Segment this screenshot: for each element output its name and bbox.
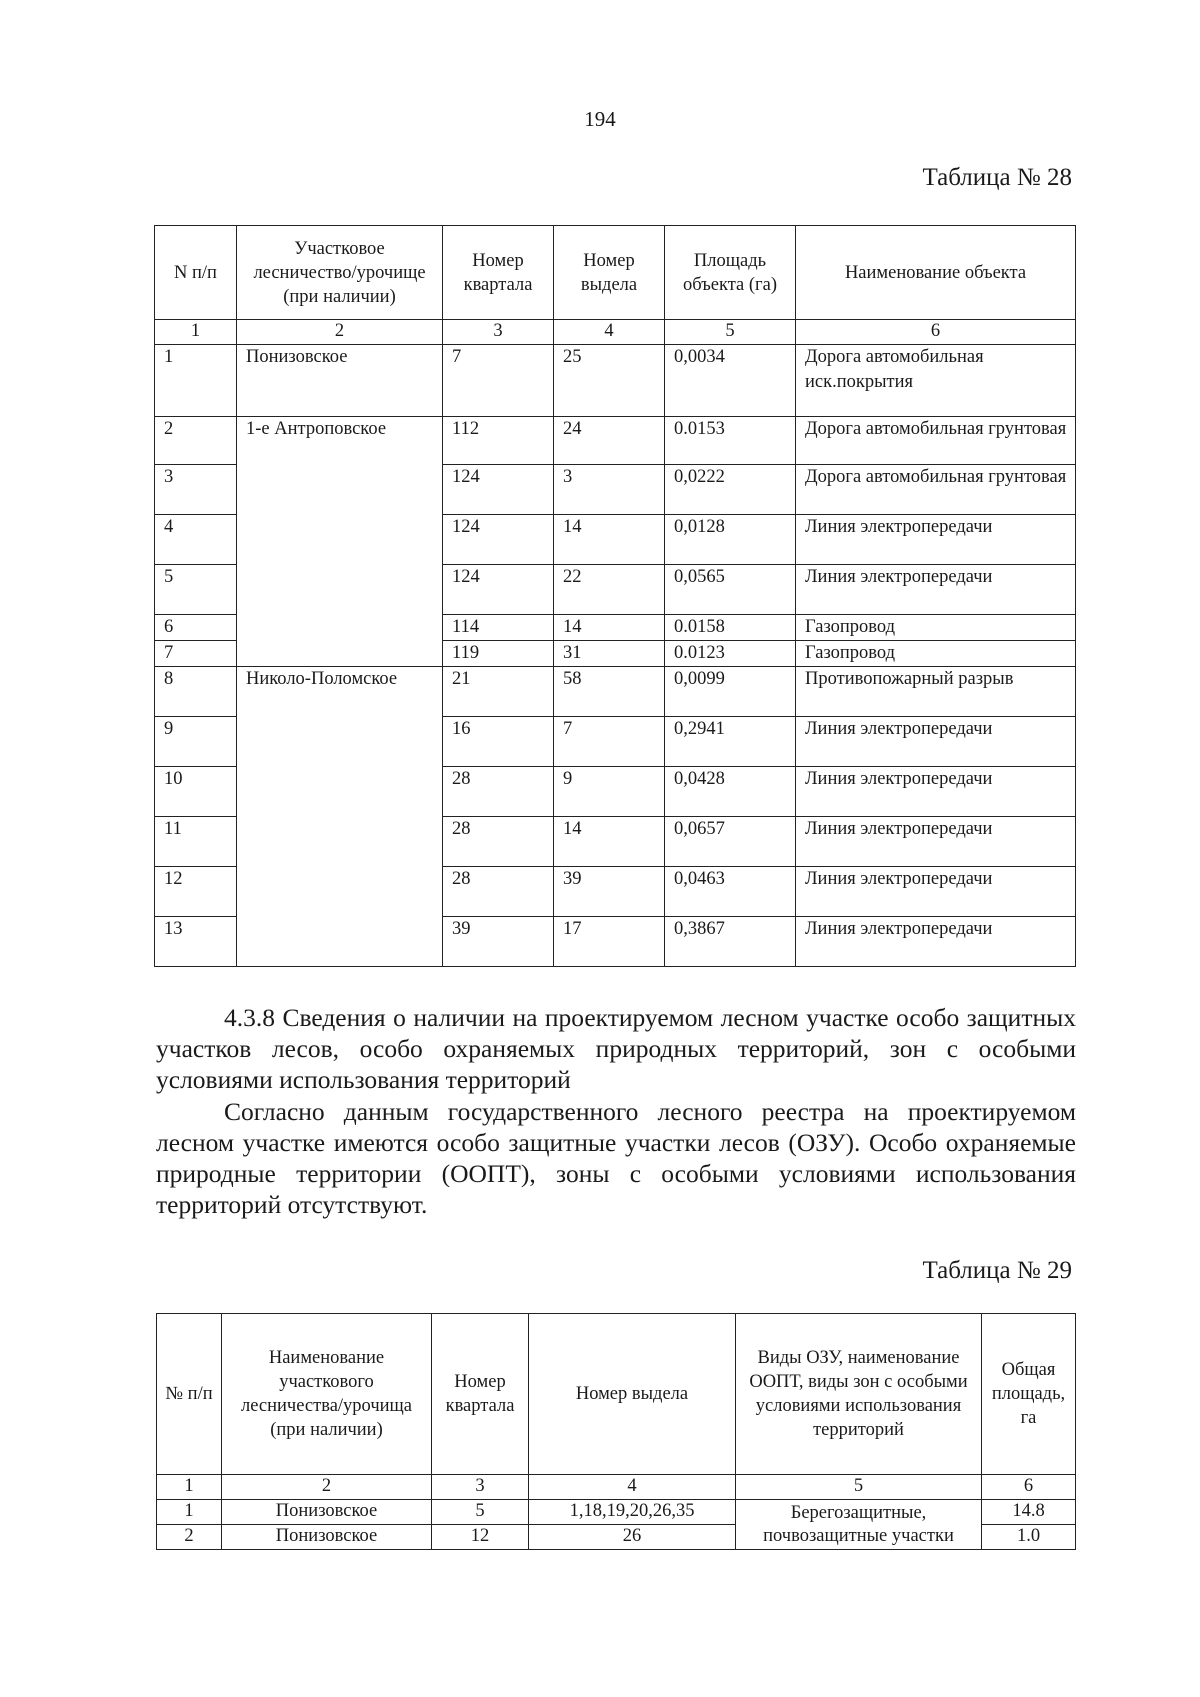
t28-colnum: 5: [665, 320, 796, 345]
t28-cell-n: 8: [155, 667, 237, 717]
table-29-caption: Таблица № 29: [922, 1257, 1072, 1284]
t28-cell-area: 0,0657: [665, 817, 796, 867]
t28-colnum: 2: [237, 320, 443, 345]
t28-header-vydel: Номер выдела: [554, 226, 665, 320]
t29-header-forestry: Наименование участкового лесничества/урочища (при наличии): [222, 1314, 432, 1475]
t28-cell-n: 6: [155, 615, 237, 641]
t29-cell-vydel: 26: [529, 1525, 736, 1550]
t28-header-quarter: Номер квартала: [443, 226, 554, 320]
t28-cell-quarter: 21: [443, 667, 554, 717]
t28-cell-name: Линия электропередачи: [796, 565, 1076, 615]
t28-cell-name: Дорога автомобильная грунтовая: [796, 417, 1076, 465]
t28-cell-vydel: 3: [554, 465, 665, 515]
t28-header-area: Площадь объекта (га): [665, 226, 796, 320]
t28-cell-area: 0,0034: [665, 345, 796, 417]
t28-cell-quarter: 124: [443, 515, 554, 565]
t28-colnum: 6: [796, 320, 1076, 345]
table-row: [157, 1500, 1076, 1525]
page-number: 194: [584, 107, 616, 131]
t28-colnum: 1: [155, 320, 237, 345]
t28-cell-area: 0,0565: [665, 565, 796, 615]
t29-header-vydel: Номер выдела: [529, 1314, 736, 1475]
t28-cell-n: 9: [155, 717, 237, 767]
t29-cell-n: 2: [157, 1525, 222, 1550]
t29-colnum: 2: [222, 1475, 432, 1500]
t29-cell-area: 1.0: [982, 1525, 1076, 1550]
t28-cell-forestry: Понизовское: [237, 345, 443, 417]
t28-cell-vydel: 14: [554, 615, 665, 641]
t29-cell-area: 14.8: [982, 1500, 1076, 1525]
t28-cell-vydel: 17: [554, 917, 665, 967]
table-row: [155, 345, 1076, 417]
t28-cell-vydel: 14: [554, 515, 665, 565]
t28-cell-vydel: 7: [554, 717, 665, 767]
t28-cell-vydel: 22: [554, 565, 665, 615]
t28-cell-n: 11: [155, 817, 237, 867]
t28-cell-quarter: 28: [443, 817, 554, 867]
table-row: [155, 667, 1076, 717]
t28-cell-area: 0.0123: [665, 641, 796, 667]
t28-cell-n: 4: [155, 515, 237, 565]
t28-cell-area: 0.0158: [665, 615, 796, 641]
t28-cell-n: 2: [155, 417, 237, 465]
table-row: [155, 417, 1076, 465]
table-29: [156, 1313, 1076, 1550]
t29-cell-type: Берегозащитные, почвозащитные участки: [736, 1500, 982, 1550]
t28-cell-area: 0,0099: [665, 667, 796, 717]
t28-header-n: N п/п: [155, 226, 237, 320]
t29-colnum: 3: [432, 1475, 529, 1500]
t28-cell-area: 0,0222: [665, 465, 796, 515]
t28-cell-vydel: 39: [554, 867, 665, 917]
t28-colnum: 3: [443, 320, 554, 345]
t29-cell-quarter: 5: [432, 1500, 529, 1525]
table-28-caption: Таблица № 28: [922, 164, 1072, 191]
t29-colnum: 6: [982, 1475, 1076, 1500]
t28-cell-area: 0,0463: [665, 867, 796, 917]
t28-cell-vydel: 58: [554, 667, 665, 717]
table-28: [154, 225, 1076, 967]
t28-cell-n: 13: [155, 917, 237, 967]
t28-cell-n: 7: [155, 641, 237, 667]
t28-header-forestry: Участковое лесничество/урочище (при наличии): [237, 226, 443, 320]
t28-cell-name: Газопровод: [796, 641, 1076, 667]
t28-cell-vydel: 9: [554, 767, 665, 817]
t28-cell-quarter: 28: [443, 867, 554, 917]
t28-cell-name: Газопровод: [796, 615, 1076, 641]
t29-colnum: 4: [529, 1475, 736, 1500]
t29-header-type: Виды ОЗУ, наименование ООПТ, виды зон с особыми условиями использования территорий: [736, 1314, 982, 1475]
t28-cell-name: Линия электропередачи: [796, 817, 1076, 867]
t29-colnum: 1: [157, 1475, 222, 1500]
t28-colnum: 4: [554, 320, 665, 345]
t28-cell-vydel: 25: [554, 345, 665, 417]
t28-cell-quarter: 7: [443, 345, 554, 417]
t28-cell-name: Линия электропередачи: [796, 917, 1076, 967]
body-paragraph: Согласно данным государственного лесного реестра на проектируемом лесном участке имеются особо защитные участки лесов (ОЗУ). Особо охраняемые природные территории (ООПТ), зоны с особыми условиями использования территорий отсутствуют.: [156, 1097, 1076, 1219]
t28-cell-area: 0,0128: [665, 515, 796, 565]
t28-header-name: Наименование объекта: [796, 226, 1076, 320]
t28-cell-area: 0,3867: [665, 917, 796, 967]
t28-cell-n: 3: [155, 465, 237, 515]
section-heading: 4.3.8 Сведения о наличии на проектируемом лесном участке особо защитных участков лесов, особо охраняемых природных территорий, зон с особыми условиями использования территорий: [156, 1003, 1076, 1094]
t29-cell-quarter: 12: [432, 1525, 529, 1550]
t28-cell-name: Дорога автомобильная грунтовая: [796, 465, 1076, 515]
t28-cell-forestry: 1-е Антроповское: [237, 417, 443, 667]
t28-cell-name: Дорога автомобильная иск.покрытия: [796, 345, 1076, 417]
t29-header-area: Общая площадь, га: [982, 1314, 1076, 1475]
t29-cell-forestry: Понизовское: [222, 1500, 432, 1525]
t28-cell-quarter: 124: [443, 565, 554, 615]
t28-cell-name: Линия электропередачи: [796, 717, 1076, 767]
t28-cell-forestry: Николо-Поломское: [237, 667, 443, 967]
t29-cell-n: 1: [157, 1500, 222, 1525]
t28-cell-quarter: 16: [443, 717, 554, 767]
t28-cell-n: 1: [155, 345, 237, 417]
t28-cell-quarter: 119: [443, 641, 554, 667]
t29-header-n: № п/п: [157, 1314, 222, 1475]
t28-cell-name: Линия электропередачи: [796, 515, 1076, 565]
t28-cell-name: Противопожарный разрыв: [796, 667, 1076, 717]
t28-cell-quarter: 124: [443, 465, 554, 515]
t29-colnum: 5: [736, 1475, 982, 1500]
t29-cell-forestry: Понизовское: [222, 1525, 432, 1550]
t28-cell-area: 0,2941: [665, 717, 796, 767]
t28-cell-name: Линия электропередачи: [796, 867, 1076, 917]
t29-header-quarter: Номер квартала: [432, 1314, 529, 1475]
t28-cell-n: 12: [155, 867, 237, 917]
t28-cell-vydel: 14: [554, 817, 665, 867]
t29-cell-vydel: 1,18,19,20,26,35: [529, 1500, 736, 1525]
t28-cell-quarter: 112: [443, 417, 554, 465]
t28-cell-n: 10: [155, 767, 237, 817]
t28-cell-quarter: 114: [443, 615, 554, 641]
t28-cell-quarter: 28: [443, 767, 554, 817]
t28-cell-name: Линия электропередачи: [796, 767, 1076, 817]
t28-cell-vydel: 24: [554, 417, 665, 465]
t28-cell-vydel: 31: [554, 641, 665, 667]
t28-cell-area: 0,0428: [665, 767, 796, 817]
t28-cell-n: 5: [155, 565, 237, 615]
t28-cell-quarter: 39: [443, 917, 554, 967]
t28-cell-area: 0.0153: [665, 417, 796, 465]
